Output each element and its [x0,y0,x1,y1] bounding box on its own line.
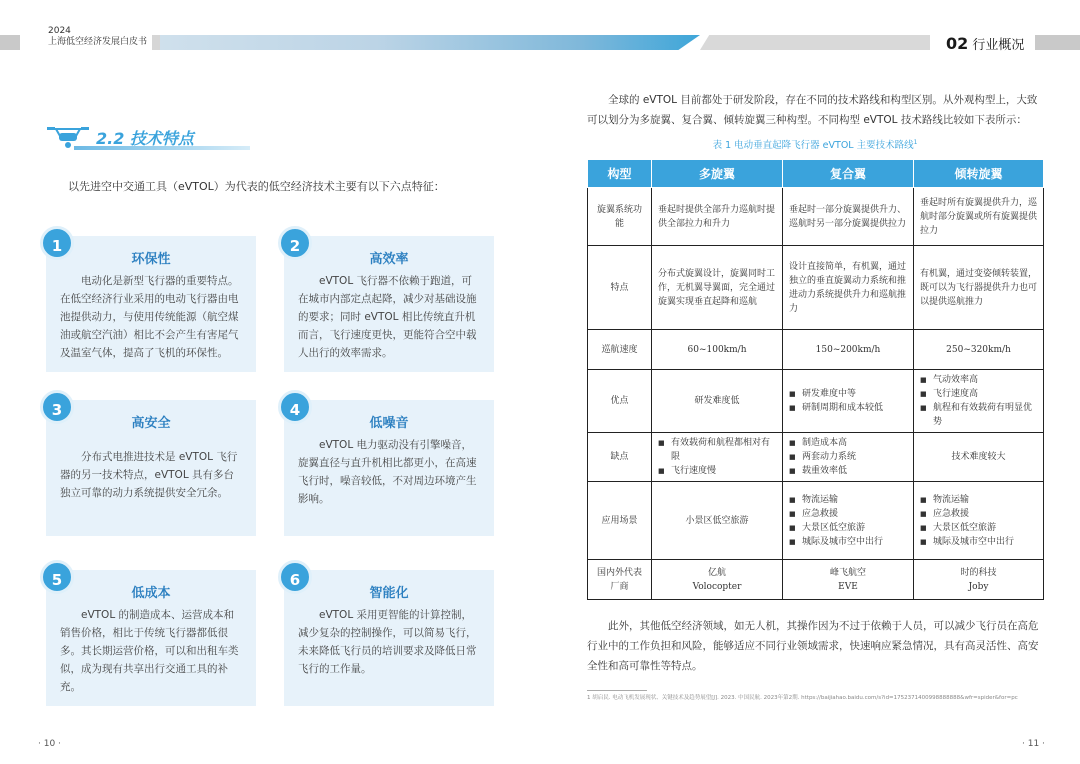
table-header-row [588,160,1044,188]
card-title: 智能化 [369,586,409,601]
header-bar-blue [160,35,700,50]
card-title: 环保性 [131,252,171,267]
table-cell [783,433,914,482]
table-cell: 垂起时一部分旋翼提供升力、巡航时另一部分旋翼提供拉力 [783,188,914,246]
bullet-item: ■ 有效载荷和航程都相对有限 [658,436,776,464]
table-cell [914,482,1044,560]
footnote: 1 胡启民. 电动飞机发展现状、关键技术及趋势展望[J]. 2023. 中国民航. 2023年第2期. https://baijiahao.baidu.com/s?id=1752371400998888888&wfr=spider&for=pc [587,695,1018,701]
card-title: 高安全 [131,416,171,431]
card-number-badge: 4 [278,390,312,424]
table-cell: 研发难度低 [652,370,783,433]
table-cell: 小景区低空旅游 [652,482,783,560]
table-cell: 垂起时所有旋翼提供升力，巡航时部分旋翼或所有旋翼提供拉力 [914,188,1044,246]
table-row [588,246,1044,330]
paragraph-closing: 此外，其他低空经济领域，如无人机，其操作因为不过于依赖于人员，可以减少飞行员在高危行业中的工作负担和风险，能够适应不同行业领域需求，快速响应紧急情况，具有高灵活性、高安全性和高可靠性等特点。 [587,620,1039,672]
feature-card-2 [284,236,494,372]
bullet-item: ■ 制造成本高 [789,436,907,450]
table-row-label: 国内外代表厂商 [588,560,652,600]
card-number-badge: 2 [278,226,312,260]
table-cell: 250~320km/h [914,330,1044,370]
section-heading [46,122,206,152]
book-title-block [48,26,147,48]
book-title: 上海低空经济发展白皮书 [48,37,148,47]
table-row [588,370,1044,433]
table-caption [587,137,1043,151]
bullet-item: ■ 航程和有效载荷有明显优势 [920,401,1037,429]
card-body: eVTOL 飞行器不依赖于跑道，可在城市内部定点起降，减少对基础设施的要求；同时 eVTOL 相比传统直升机而言，飞行速度更快，更能符合空中载人出行的效率需求。 [298,275,477,359]
chapter-number: 02 [946,34,969,53]
bullet-list [789,493,907,549]
table-row-label: 巡航速度 [588,330,652,370]
paragraph-intro: 全球的 eVTOL 目前都处于研发阶段，存在不同的技术路线和构型区别。从外观构型上，大致可以划分为多旋翼、复合翼、倾转旋翼三种构型。不同构型 eVTOL 技术路线比较如下表所示： [587,94,1038,126]
bullet-item: ■ 载重效率低 [789,464,907,478]
header-bar-gray-right [700,35,930,50]
table-cell: 峰飞航空 EVE [783,560,914,600]
table-row [588,330,1044,370]
page-number-right: · 11 · [1022,739,1045,749]
table-cell: 亿航 Volocopter [652,560,783,600]
bullet-item: ■ 大景区低空旅游 [920,521,1037,535]
card-number-badge: 3 [40,390,74,424]
card-body: eVTOL 的制造成本、运营成本和销售价格，相比于传统飞行器都低很多。其长期运营价格，可以和出租车类似，成为现有共享出行交通工具的补充。 [60,609,239,693]
card-title: 高效率 [369,252,409,267]
bullet-item: ■ 研发难度中等 [789,387,907,401]
table-row-label: 旋翼系统功能 [588,188,652,246]
feature-card-6 [284,570,494,706]
table-row-label: 特点 [588,246,652,330]
table-cell: 技术难度较大 [914,433,1044,482]
card-body: 电动化是新型飞行器的重要特点。在低空经济行业采用的电动飞行器由电池提供动力，与使用传统能源（航空煤油或航空汽油）相比不会产生有害尾气及温室气体，提高了飞机的环保性。 [60,275,239,359]
bullet-item: ■ 两套动力系统 [789,450,907,464]
section-title: 2.2 技术特点 [96,129,194,148]
bullet-list [920,493,1037,549]
table-cell: 150~200km/h [783,330,914,370]
bullet-item: ■ 研制周期和成本较低 [789,401,907,415]
bullet-item: ■ 大景区低空旅游 [789,521,907,535]
table-row [588,482,1044,560]
table-cell: 分布式旋翼设计，旋翼同时工作，无机翼导翼面，完全通过旋翼实现垂直起降和巡航 [652,246,783,330]
header-bar-edge [1035,35,1080,50]
table-row [588,560,1044,600]
bullet-list [789,436,907,478]
table-row-label: 优点 [588,370,652,433]
table-row [588,433,1044,482]
table-cell [914,370,1044,433]
table-cell [783,482,914,560]
table-cell: 有机翼，通过变姿倾转装置，既可以为飞行器提供升力也可以提供巡航推力 [914,246,1044,330]
card-number-badge: 1 [40,226,74,260]
table-cell: 时的科技 Joby [914,560,1044,600]
table-header-cell: 复合翼 [783,160,914,188]
book-year: 2024 [48,26,71,36]
table-header-cell: 构型 [588,160,652,188]
bullet-item: ■ 飞行速度高 [920,387,1037,401]
card-number-badge: 6 [278,560,312,594]
bullet-item: ■ 物流运输 [789,493,907,507]
table-body [588,188,1044,600]
card-body: 分布式电推进技术是 eVTOL 飞行器的另一技术特点，eVTOL 具有多台独立可靠的动力系统提供安全冗余。 [60,451,238,499]
bullet-list [658,436,776,478]
evtol-comparison-table [587,159,1044,600]
bullet-item: ■ 城际及城市空中出行 [789,535,907,549]
header-bar-left [0,35,20,50]
feature-card-5 [46,570,256,706]
table-cell: 60~100km/h [652,330,783,370]
chapter-name: 行业概况 [972,38,1025,53]
table-row [588,188,1044,246]
card-body: eVTOL 电力驱动没有引擎噪音，旋翼直径与直升机相比都更小，在高速飞行时，噪音较低，不对周边环境产生影响。 [298,439,477,505]
table-cell: 设计直接简单，有机翼，通过独立的垂直旋翼动力系统和推进动力系统提供升力和巡航推力 [783,246,914,330]
table-caption-text: 表 1 电动垂直起降飞行器 eVTOL 主要技术路线 [712,140,914,151]
feature-card-1 [46,236,256,372]
table-caption-footnote-ref: 1 [913,138,918,146]
card-number-badge: 5 [40,560,74,594]
table-row-label: 缺点 [588,433,652,482]
table-row-label: 应用场景 [588,482,652,560]
bullet-item: ■ 城际及城市空中出行 [920,535,1037,549]
table-cell: 垂起时提供全部升力巡航时提供全部拉力和升力 [652,188,783,246]
feature-card-3 [46,400,256,536]
card-title: 低噪音 [369,416,409,431]
bullet-item: ■ 应急救援 [789,507,907,521]
table-header-cell: 倾转旋翼 [914,160,1044,188]
page-number-left: · 10 · [38,739,61,749]
chapter-heading [946,34,1024,53]
card-title: 低成本 [131,586,171,601]
footnote-divider [587,690,647,691]
feature-card-4 [284,400,494,536]
table-header-cell: 多旋翼 [652,160,783,188]
table-cell [652,433,783,482]
bullet-item: ■ 物流运输 [920,493,1037,507]
card-body: eVTOL 采用更智能的计算控制，减少复杂的控制操作，可以简易飞行，未来降低飞行员的培训要求及降低日常飞行的工作量。 [298,609,477,675]
bullet-list [789,387,907,415]
table-cell [783,370,914,433]
bullet-list [920,373,1037,429]
intro-text: 以先进空中交通工具（eVTOL）为代表的低空经济技术主要有以下六点特征： [68,180,445,193]
bullet-item: ■ 气动效率高 [920,373,1037,387]
bullet-item: ■ 应急救援 [920,507,1037,521]
bullet-item: ■ 飞行速度慢 [658,464,776,478]
